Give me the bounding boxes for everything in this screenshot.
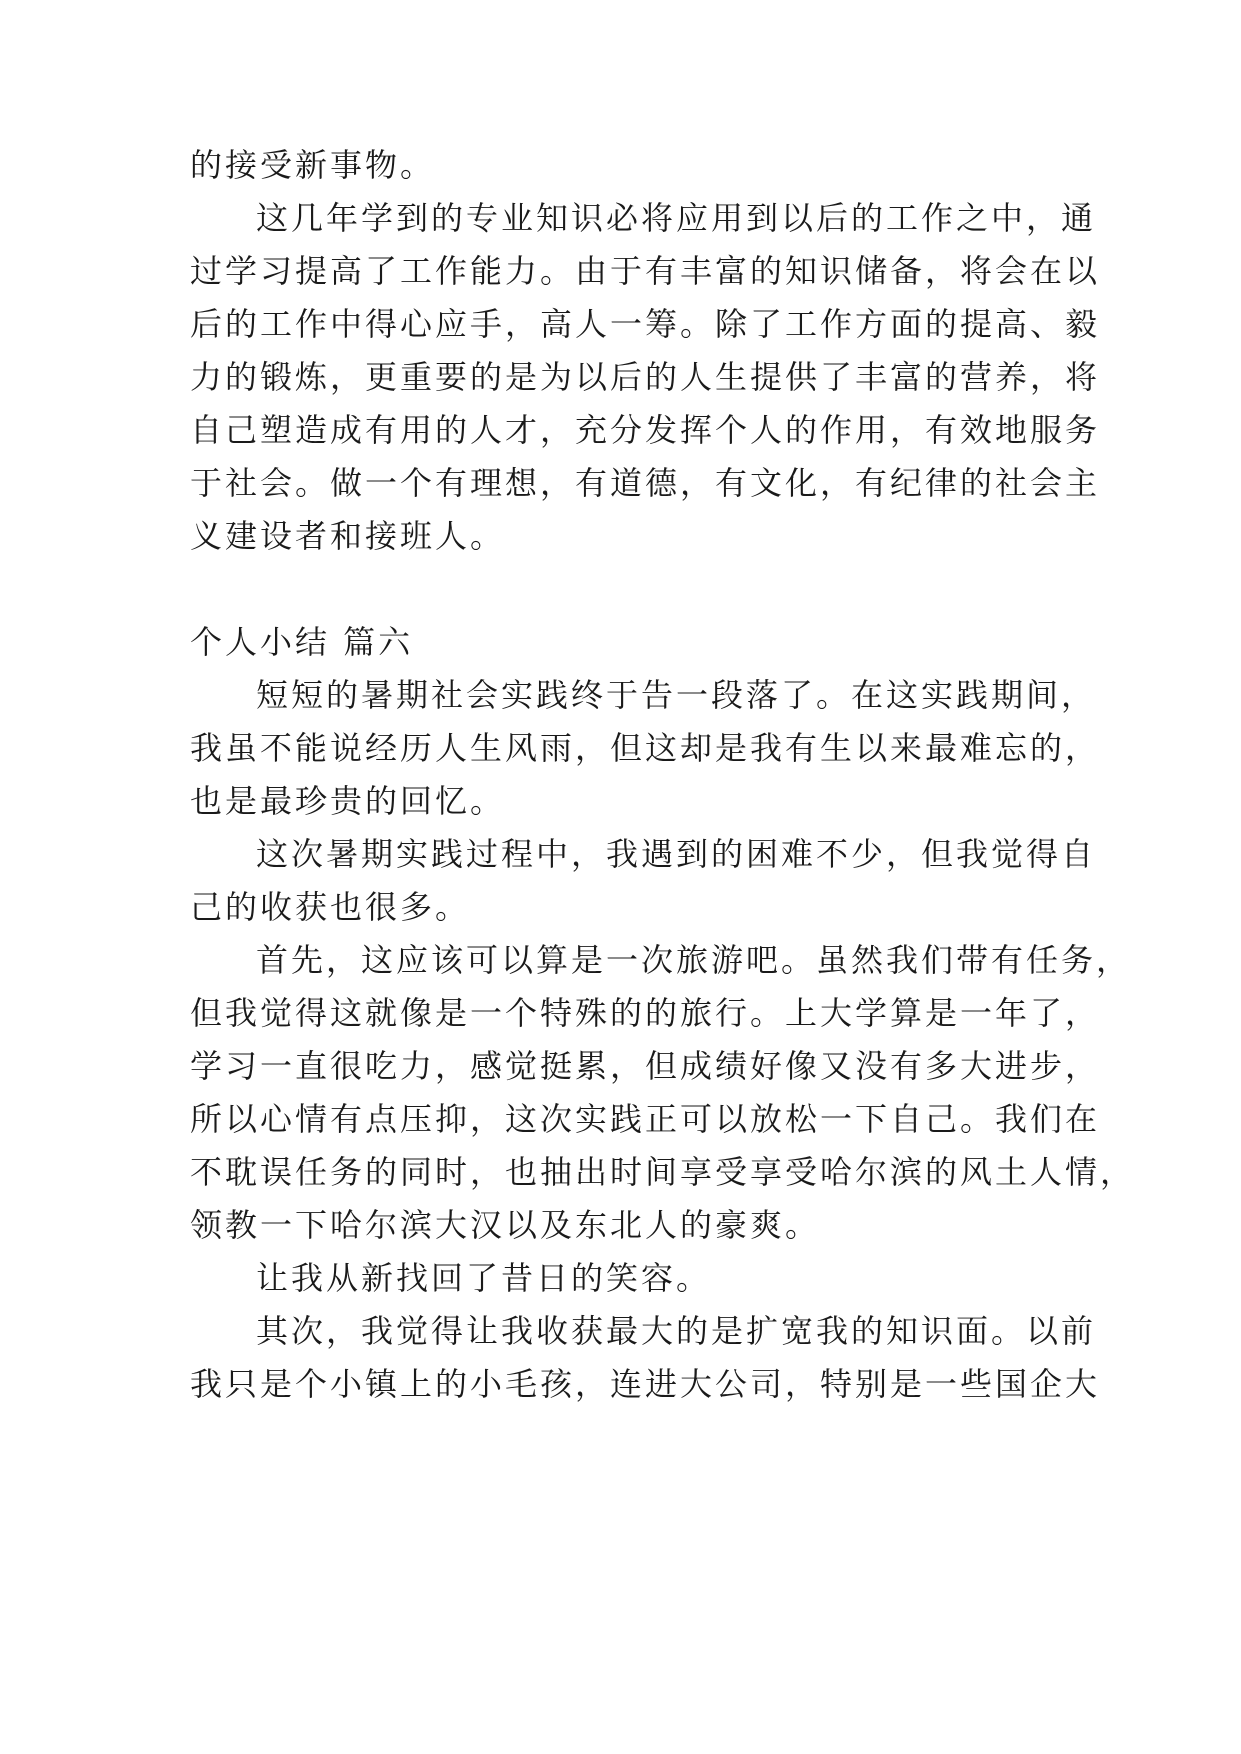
text-line: 己的收获也很多。 bbox=[190, 888, 471, 926]
text-line: 也是最珍贵的回忆。 bbox=[190, 782, 506, 820]
text-line: 于社会。做一个有理想，有道德，有文化，有纪律的社会主 bbox=[190, 464, 1101, 502]
text-line: 短短的暑期社会实践终于告一段落了。在这实践期间， bbox=[256, 676, 1097, 714]
text-line: 领教一下哈尔滨大汉以及东北人的豪爽。 bbox=[190, 1206, 821, 1244]
text-line: 这几年学到的专业知识必将应用到以后的工作之中，通 bbox=[256, 199, 1097, 237]
text-line: 我虽不能说经历人生风雨，但这却是我有生以来最难忘的， bbox=[190, 729, 1101, 767]
text-line: 的接受新事物。 bbox=[190, 146, 436, 184]
text-line: 但我觉得这就像是一个特殊的的旅行。上大学算是一年了， bbox=[190, 994, 1101, 1032]
text-line: 首先，这应该可以算是一次旅游吧。虽然我们带有任务， bbox=[256, 941, 1132, 979]
text-line: 让我从新找回了昔日的笑容。 bbox=[256, 1259, 712, 1297]
text-line: 自己塑造成有用的人才，充分发挥个人的作用，有效地服务 bbox=[190, 411, 1101, 449]
section-heading: 个人小结 篇六 bbox=[190, 623, 414, 661]
text-line: 不耽误任务的同时，也抽出时间享受享受哈尔滨的风土人情， bbox=[190, 1153, 1136, 1191]
text-line: 其次，我觉得让我收获最大的是扩宽我的知识面。以前 bbox=[256, 1312, 1097, 1350]
text-line: 过学习提高了工作能力。由于有丰富的知识储备，将会在以 bbox=[190, 252, 1101, 290]
text-line: 所以心情有点压抑，这次实践正可以放松一下自己。我们在 bbox=[190, 1100, 1101, 1138]
text-line: 我只是个小镇上的小毛孩，连进大公司，特别是一些国企大 bbox=[190, 1365, 1101, 1403]
text-line: 力的锻炼，更重要的是为以后的人生提供了丰富的营养，将 bbox=[190, 358, 1101, 396]
text-line: 后的工作中得心应手，高人一筹。除了工作方面的提高、毅 bbox=[190, 305, 1101, 343]
text-line: 学习一直很吃力，感觉挺累，但成绩好像又没有多大进步， bbox=[190, 1047, 1101, 1085]
text-line: 义建设者和接班人。 bbox=[190, 517, 506, 555]
text-line: 这次暑期实践过程中，我遇到的困难不少，但我觉得自 bbox=[256, 835, 1097, 873]
